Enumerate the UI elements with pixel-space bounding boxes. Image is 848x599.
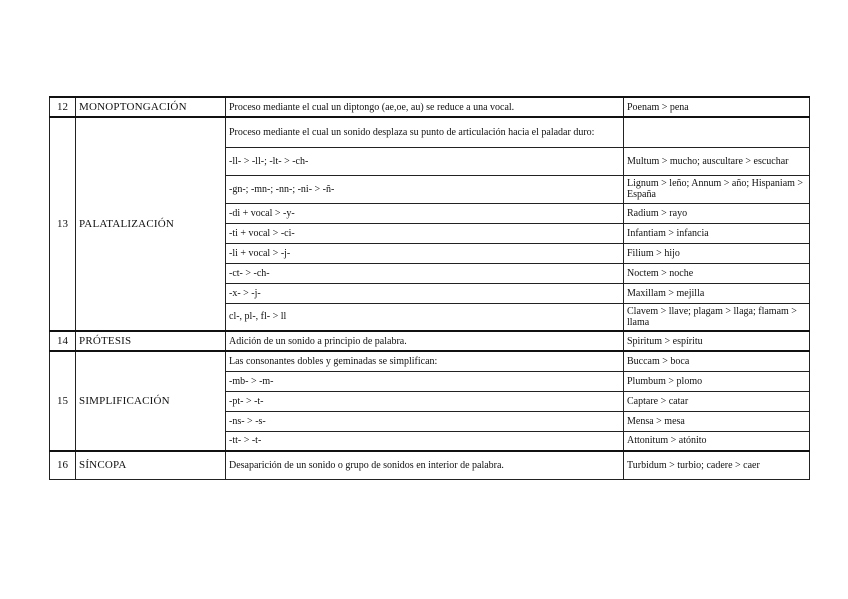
process-example: Buccam > boca (624, 351, 810, 371)
process-description: -gn-; -mn-; -nn-; -ni- > -ñ- (226, 175, 624, 203)
process-description: Proceso mediante el cual un diptongo (ae,oe, au) se reduce a una vocal. (226, 97, 624, 117)
process-example: Plumbum > plomo (624, 371, 810, 391)
table-row (50, 451, 810, 479)
process-number: 16 (50, 451, 76, 479)
process-example: Noctem > noche (624, 263, 810, 283)
process-description: -ti + vocal > -ci- (226, 223, 624, 243)
process-example: Poenam > pena (624, 97, 810, 117)
process-name: SÍNCOPA (76, 451, 226, 479)
process-description: -pt- > -t- (226, 391, 624, 411)
process-description: -tt- > -t- (226, 431, 624, 451)
process-description: -li + vocal > -j- (226, 243, 624, 263)
process-number: 15 (50, 351, 76, 451)
process-description: -di + vocal > -y- (226, 203, 624, 223)
process-description: Desaparición de un sonido o grupo de sonidos en interior de palabra. (226, 451, 624, 479)
process-example: Spiritum > espíritu (624, 331, 810, 351)
process-description: -x- > -j- (226, 283, 624, 303)
table-row (50, 97, 810, 117)
process-description: Proceso mediante el cual un sonido desplaza su punto de articulación hacia el paladar duro: (226, 117, 624, 147)
process-example: Filium > hijo (624, 243, 810, 263)
process-name: SIMPLIFICACIÓN (76, 351, 226, 451)
process-name: PALATALIZACIÓN (76, 117, 226, 331)
process-description: -ns- > -s- (226, 411, 624, 431)
process-example: Clavem > llave; plagam > llaga; flamam > llama (624, 303, 810, 331)
process-example: Captare > catar (624, 391, 810, 411)
process-example: Turbidum > turbio; cadere > caer (624, 451, 810, 479)
process-description: -ct- > -ch- (226, 263, 624, 283)
table-row (50, 331, 810, 351)
process-example: Lignum > leño; Annum > año; Hispaniam > España (624, 175, 810, 203)
process-example: Maxillam > mejilla (624, 283, 810, 303)
process-example (624, 117, 810, 147)
phonetic-changes-table (49, 96, 810, 480)
process-example: Radium > rayo (624, 203, 810, 223)
process-description: cl-, pl-, fl- > ll (226, 303, 624, 331)
table-body (50, 97, 810, 479)
table-row (50, 351, 810, 371)
process-example: Attonitum > atónito (624, 431, 810, 451)
process-number: 13 (50, 117, 76, 331)
process-example: Multum > mucho; auscultare > escuchar (624, 147, 810, 175)
process-number: 12 (50, 97, 76, 117)
process-description: -ll- > -ll-; -lt- > -ch- (226, 147, 624, 175)
process-name: PRÓTESIS (76, 331, 226, 351)
process-number: 14 (50, 331, 76, 351)
process-example: Mensa > mesa (624, 411, 810, 431)
process-example: Infantiam > infancia (624, 223, 810, 243)
process-description: -mb- > -m- (226, 371, 624, 391)
process-description: Adición de un sonido a principio de palabra. (226, 331, 624, 351)
process-name: MONOPTONGACIÓN (76, 97, 226, 117)
process-description: Las consonantes dobles y geminadas se simplifican: (226, 351, 624, 371)
table-row (50, 117, 810, 147)
